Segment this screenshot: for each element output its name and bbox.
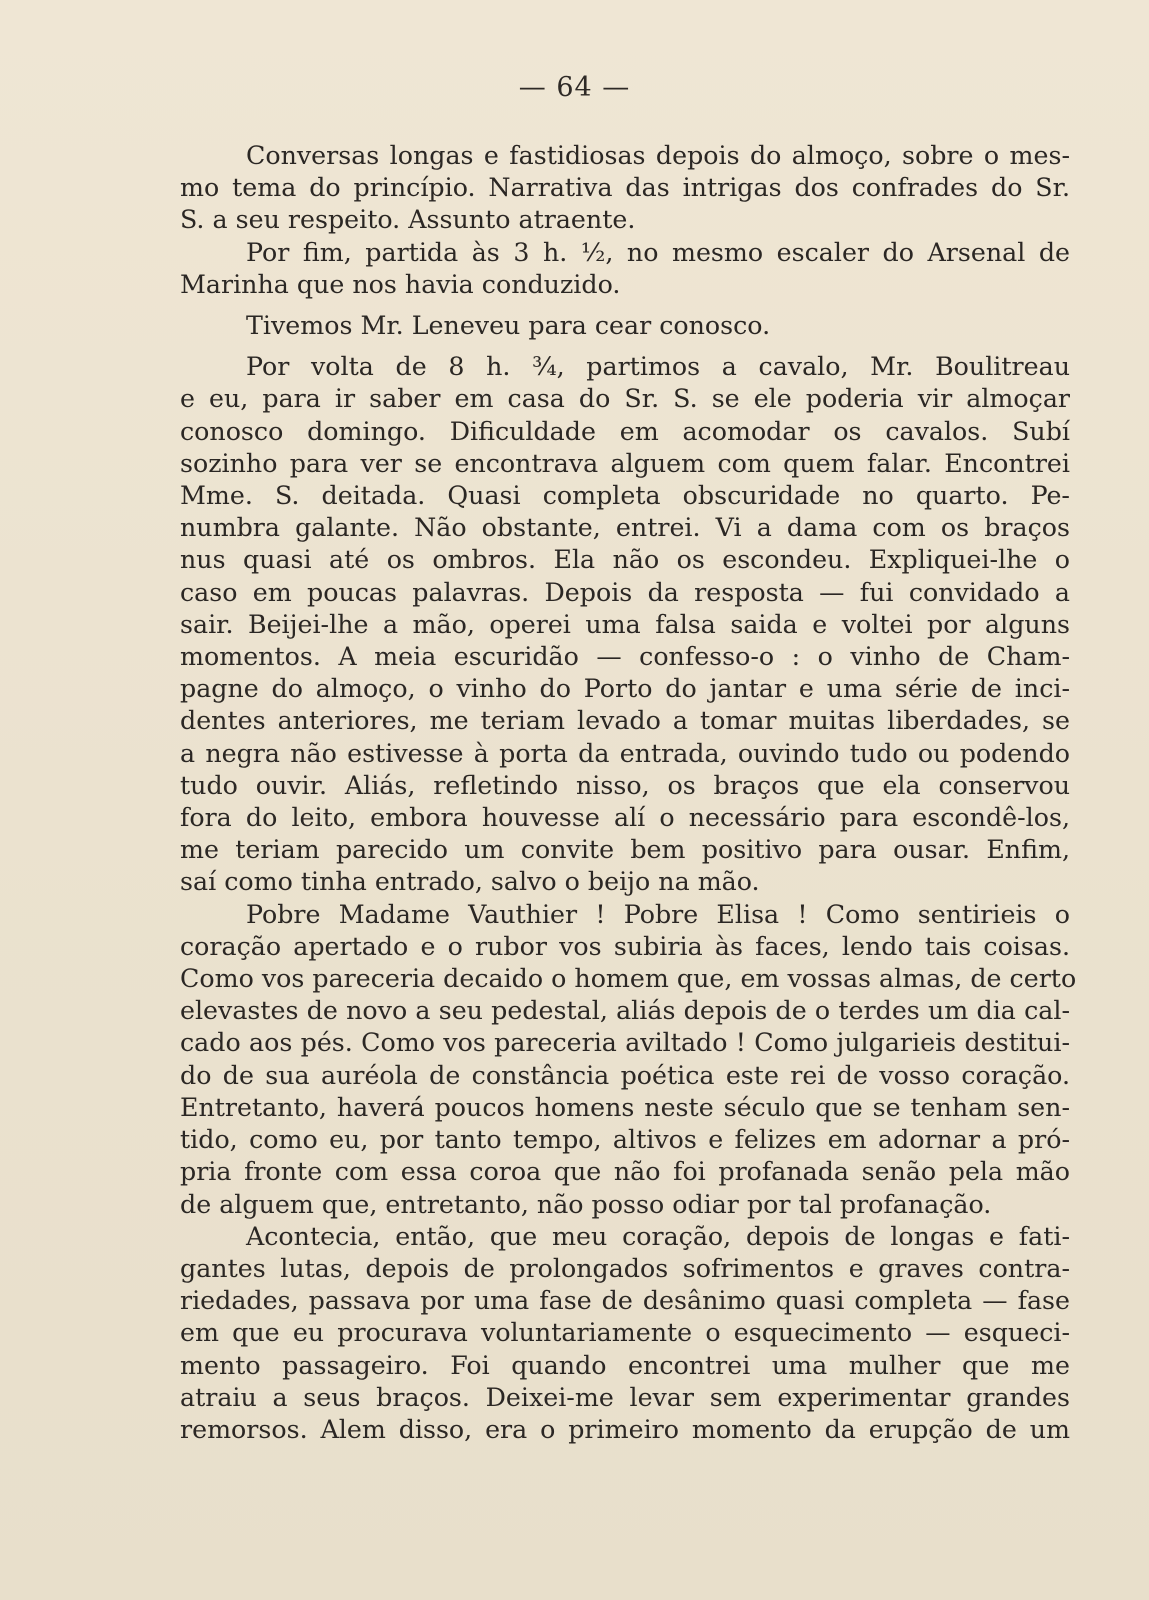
text-line: Tivemos Mr. Leneveu para cear conosco. xyxy=(246,311,771,341)
text-line: Pobre Madame Vauthier ! Pobre Elisa ! Como sentirieis o xyxy=(246,899,1070,929)
paragraph-4 xyxy=(180,351,1070,898)
text-line: Mme. S. deitada. Quasi completa obscuridade no quarto. Pe- xyxy=(180,481,1070,511)
page-number: — 64 — xyxy=(518,72,631,103)
body-text xyxy=(180,140,1077,1446)
text-line: riedades, passava por uma fase de desânimo quasi completa — fase xyxy=(180,1286,1070,1316)
text-line: numbra galante. Não obstante, entrei. Vi a dama com os braços xyxy=(180,513,1070,543)
text-line: Marinha que nos havia conduzido. xyxy=(180,269,621,299)
text-line: e eu, para ir saber em casa do Sr. S. se ele poderia vir almoçar xyxy=(180,384,1070,414)
text-line: Entretanto, haverá poucos homens neste século que se tenham sen- xyxy=(180,1092,1070,1122)
paragraph-1 xyxy=(180,140,1070,237)
text-line: caso em poucas palavras. Depois da resposta — fui convidado a xyxy=(180,577,1070,607)
text-line: a negra não estivesse à porta da entrada, ouvindo tudo ou podendo xyxy=(180,738,1070,768)
text-line: do de sua auréola de constância poética este rei de vosso coração. xyxy=(180,1060,1070,1090)
text-line: mento passageiro. Foi quando encontrei uma mulher que me xyxy=(180,1350,1070,1380)
text-line: Conversas longas e fastidiosas depois do almoço, sobre o mes- xyxy=(246,141,1070,170)
text-line: em que eu procurava voluntariamente o esquecimento — esqueci- xyxy=(180,1318,1070,1348)
paragraph-6 xyxy=(180,1221,1070,1446)
text-line: me teriam parecido um convite bem positivo para ousar. Enfim, xyxy=(180,835,1070,865)
text-line: Por fim, partida às 3 h. ½, no mesmo escaler do Arsenal de xyxy=(246,237,1070,267)
text-line: atraiu a seus braços. Deixei-me levar sem experimentar grandes xyxy=(180,1382,1070,1412)
text-line: sozinho para ver se encontrava alguem com quem falar. Encontrei xyxy=(180,448,1070,478)
text-line: nus quasi até os ombros. Ela não os escondeu. Expliquei-lhe o xyxy=(180,545,1070,575)
text-line: pria fronte com essa coroa que não foi profanada senão pela mão xyxy=(180,1157,1070,1187)
text-line: sair. Beijei-lhe a mão, operei uma falsa saida e voltei por alguns xyxy=(180,609,1070,639)
text-line: tido, como eu, por tanto tempo, altivos e felizes em adornar a pró- xyxy=(180,1125,1070,1155)
paragraph-2 xyxy=(180,237,1070,301)
text-line: de alguem que, entretanto, não posso odiar por tal profanação. xyxy=(180,1189,992,1219)
text-line: gantes lutas, depois de prolongados sofrimentos e graves contra- xyxy=(180,1253,1070,1283)
text-line: fora do leito, embora houvesse alí o necessário para escondê-los, xyxy=(180,803,1070,833)
text-line: coração apertado e o rubor vos subiria às faces, lendo tais coisas. xyxy=(180,931,1070,961)
paragraph-3 xyxy=(180,310,1070,342)
text-line: conosco domingo. Dificuldade em acomodar os cavalos. Subí xyxy=(180,416,1070,446)
text-line: momentos. A meia escuridão — confesso-o : o vinho de Cham- xyxy=(180,642,1070,672)
text-line: Como vos pareceria decaido o homem que, em vossas almas, de certo xyxy=(180,964,1077,994)
text-line: dentes anteriores, me teriam levado a tomar muitas liberdades, se xyxy=(180,706,1070,736)
text-line: remorsos. Alem disso, era o primeiro momento da erupção de um xyxy=(180,1414,1070,1444)
text-line: mo tema do princípio. Narrativa das intrigas dos confrades do Sr. xyxy=(180,173,1070,203)
text-line: tudo ouvir. Aliás, refletindo nisso, os braços que ela conservou xyxy=(180,770,1070,800)
paragraph-5 xyxy=(180,899,1077,1221)
text-line: saí como tinha entrado, salvo o beijo na mão. xyxy=(180,867,760,897)
text-line: Acontecia, então, que meu coração, depois de longas e fati- xyxy=(246,1221,1070,1251)
text-line: S. a seu respeito. Assunto atraente. xyxy=(180,205,636,235)
text-line: cado aos pés. Como vos pareceria aviltado ! Como julgarieis destitui- xyxy=(180,1028,1070,1058)
text-line: Por volta de 8 h. ¾, partimos a cavalo, Mr. Boulitreau xyxy=(246,352,1070,382)
text-line: pagne do almoço, o vinho do Porto do jantar e uma série de inci- xyxy=(180,674,1070,704)
text-line: elevastes de novo a seu pedestal, aliás depois de o terdes um dia cal- xyxy=(180,996,1070,1026)
